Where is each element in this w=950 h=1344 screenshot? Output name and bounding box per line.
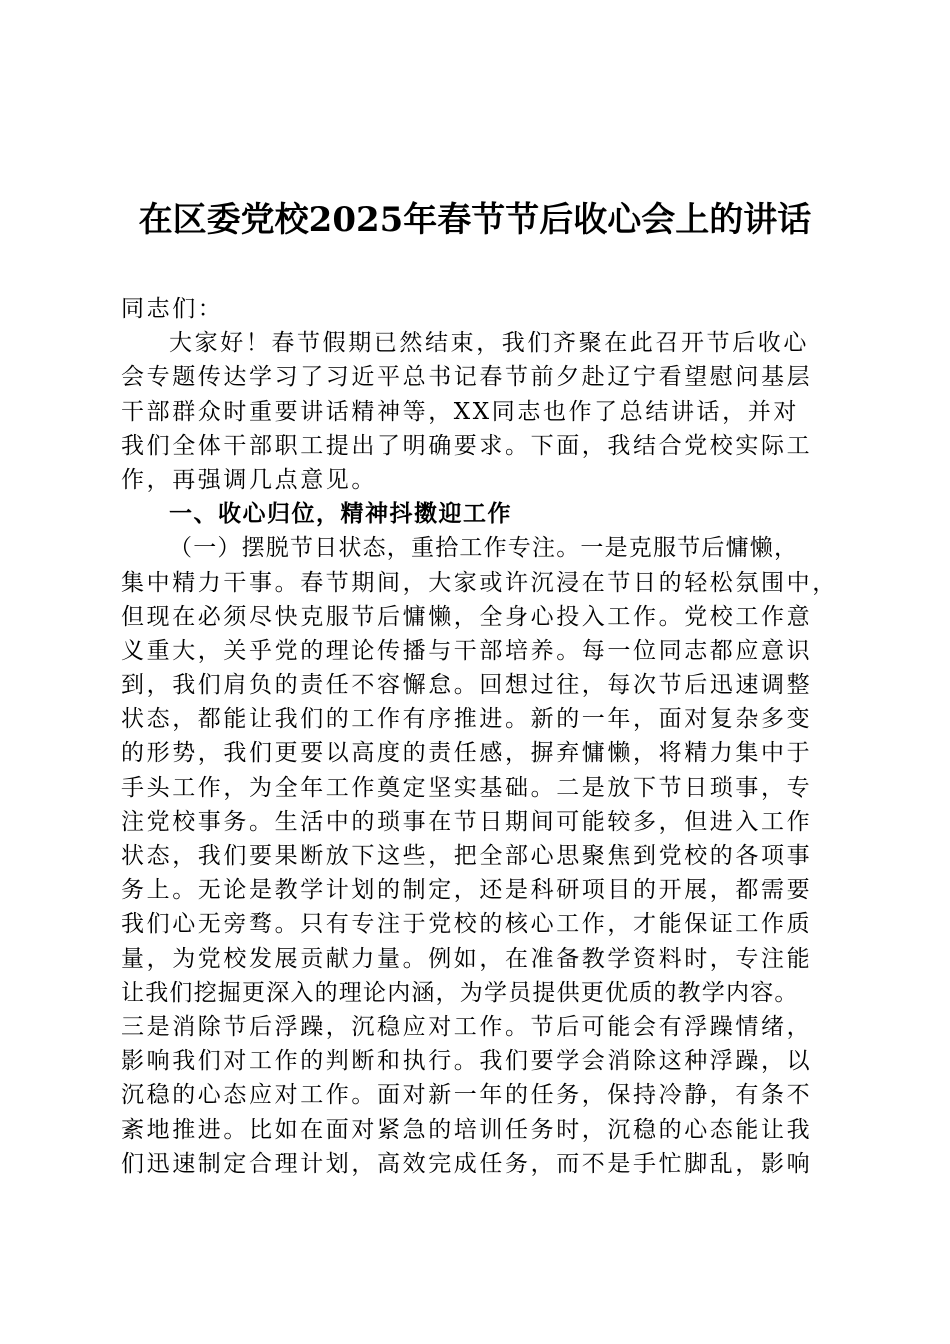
paragraph-line: 作，再强调几点意见。 <box>121 466 377 493</box>
paragraph-line: 三是消除节后浮躁，沉稳应对工作。节后可能会有浮躁情绪， <box>121 1013 813 1040</box>
paragraph-line: 手头工作，为全年工作奠定坚实基础。二是放下节日琐事，专 <box>121 774 813 801</box>
paragraph-line: 让我们挖掘更深入的理论内涵，为学员提供更优质的教学内容。 <box>121 979 799 1006</box>
paragraph-line: 们迅速制定合理计划，高效完成任务，而不是手忙脚乱，影响 <box>121 1150 813 1177</box>
document-title: 在区委党校2025年春节节后收心会上的讲话 <box>138 200 812 240</box>
paragraph-line: 注党校事务。生活中的琐事在节日期间可能较多，但进入工作 <box>121 808 813 835</box>
paragraph-line: 到，我们肩负的责任不容懈怠。回想过往，每次节后迅速调整 <box>121 672 813 699</box>
salutation: 同志们： <box>121 296 224 322</box>
paragraph-line: 大家好！春节假期已然结束，我们齐聚在此召开节后收心 <box>169 330 809 357</box>
paragraph-line: 务上。无论是教学计划的制定，还是科研项目的开展，都需要 <box>121 877 813 904</box>
paragraph-line: 状态，我们要果断放下这些，把全部心思聚焦到党校的各项事 <box>121 843 813 869</box>
document-body <box>121 292 838 1181</box>
paragraph-line: 量，为党校发展贡献力量。例如，在准备教学资料时，专注能 <box>121 945 813 972</box>
paragraph-line: 我们心无旁骛。只有专注于党校的核心工作，才能保证工作质 <box>121 911 813 938</box>
paragraph-line: 沉稳的心态应对工作。面对新一年的任务，保持冷静，有条不 <box>121 1082 813 1109</box>
paragraph-line: 干部群众时重要讲话精神等，XX同志也作了总结讲话，并对 <box>121 398 799 425</box>
paragraph-line: 影响我们对工作的判断和执行。我们要学会消除这种浮躁，以 <box>121 1048 813 1075</box>
paragraph-line: 集中精力干事。春节期间，大家或许沉浸在节日的轻松氛围中， <box>121 569 838 596</box>
paragraph-line: （一）摆脱节日状态，重拾工作专注。一是克服节后慵懒， <box>169 535 799 562</box>
paragraph-line: 我们全体干部职工提出了明确要求。下面，我结合党校实际工 <box>121 432 813 459</box>
paragraph-line: 状态，都能让我们的工作有序推进。新的一年，面对复杂多变 <box>121 706 813 733</box>
paragraph-line: 紊地推进。比如在面对紧急的培训任务时，沉稳的心态能让我 <box>121 1116 813 1143</box>
paragraph-line: 但现在必须尽快克服节后慵懒，全身心投入工作。党校工作意 <box>121 603 813 630</box>
paragraph-line: 的形势，我们更要以高度的责任感，摒弃慵懒，将精力集中于 <box>121 740 813 767</box>
section-heading: 一、收心归位，精神抖擞迎工作 <box>169 501 512 528</box>
paragraph-line: 会专题传达学习了习近平总书记春节前夕赴辽宁看望慰问基层 <box>121 364 813 391</box>
paragraph-line: 义重大，关乎党的理论传播与干部培养。每一位同志都应意识 <box>121 637 813 664</box>
